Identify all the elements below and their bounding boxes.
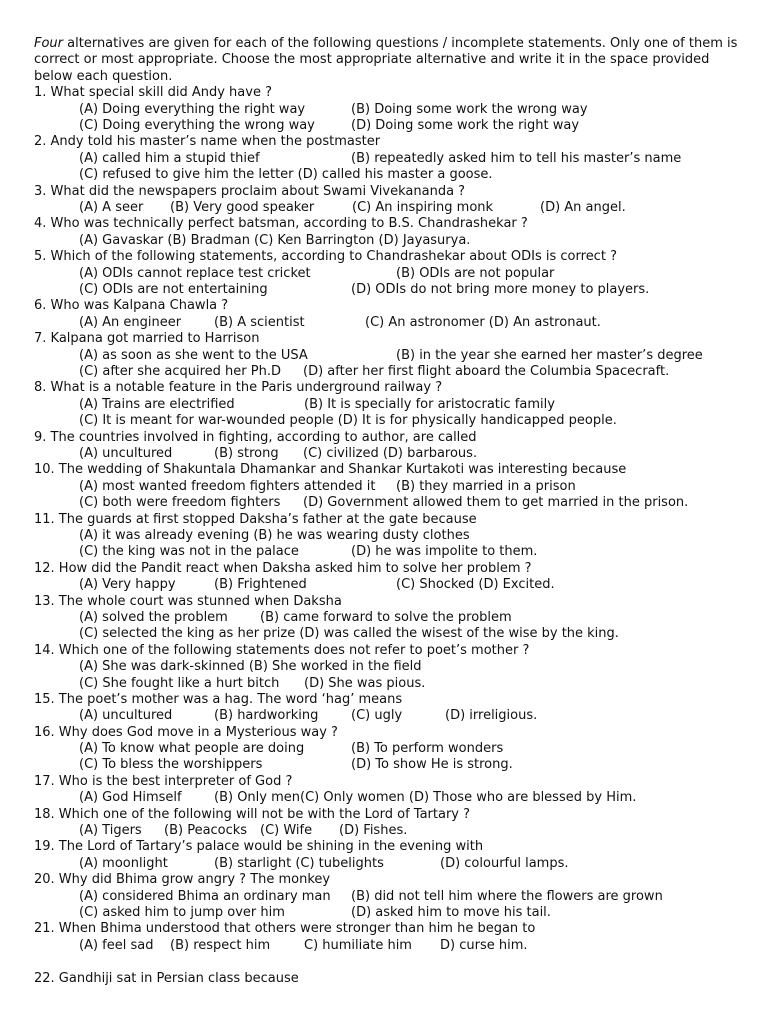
options-row: [34, 757, 742, 773]
option: (A) Doing everything the right way: [79, 101, 306, 117]
option: (C) the king was not in the palace: [79, 544, 299, 560]
option: (B) It is specially for aristocratic family: [304, 396, 555, 412]
options-row: [34, 610, 742, 626]
option: (B) in the year she earned her master’s degree: [396, 347, 703, 363]
option: (A) ODIs cannot replace test cricket: [79, 265, 311, 281]
option: (C) asked him to jump over him: [79, 905, 285, 921]
question-text: 15. The poet’s mother was a hag. The word ‘hag’ means: [34, 691, 403, 707]
options-row: [34, 577, 742, 593]
option: (B) came forward to solve the problem: [260, 609, 512, 625]
options-row: [34, 856, 742, 872]
question-text: 20. Why did Bhima grow angry ? The monkey: [34, 872, 331, 888]
question-text: 18. Which one of the following will not be with the Lord of Tartary ?: [34, 806, 471, 822]
option: C) humiliate him: [304, 937, 412, 953]
question-16: [34, 725, 742, 774]
option: (D) An angel.: [540, 200, 626, 215]
option: (A) uncultured: [79, 445, 173, 461]
question-text: 3. What did the newspapers proclaim about Swami Vivekananda ?: [34, 183, 466, 199]
options-row: [34, 413, 742, 429]
question-text: 17. Who is the best interpreter of God ?: [34, 773, 293, 789]
option: (A) as soon as she went to the USA: [79, 347, 308, 363]
option: (C) It is meant for war-wounded people (D) It is for physically handicapped people.: [79, 413, 617, 429]
options-row: [34, 167, 742, 183]
instructions-text: alternatives are given for each of the following questions / incomplete statements. Only one of them is correct or most appropriate. Choose the most appropriate alternative and write it in the space provided below each question.: [34, 36, 738, 84]
question-2: [34, 134, 742, 183]
options-row: [34, 266, 742, 282]
option: (C) refused to give him the letter (D) called his master a goose.: [79, 167, 493, 183]
options-row: [34, 200, 742, 216]
option: (C) To bless the worshippers: [79, 757, 263, 773]
option: (A) feel sad: [79, 937, 154, 953]
option: (B) Doing some work the wrong way: [351, 101, 588, 117]
options-row: [34, 348, 742, 364]
option: (C) An astronomer (D) An astronaut.: [365, 314, 601, 330]
option: (B) strong: [214, 445, 279, 461]
options-row: [34, 479, 742, 495]
options-row: [34, 889, 742, 905]
question-text: 6. Who was Kalpana Chawla ?: [34, 298, 229, 314]
question-4: [34, 216, 742, 249]
options-row: [34, 528, 742, 544]
question-text: 21. When Bhima understood that others were stronger than him he began to: [34, 921, 536, 937]
question-6: [34, 298, 742, 331]
question-text: 7. Kalpana got married to Harrison: [34, 331, 260, 347]
option: (C) An inspiring monk: [352, 200, 494, 215]
question-5: [34, 249, 742, 298]
options-row: [34, 741, 742, 757]
options-row: [34, 364, 742, 380]
option: (A) An engineer: [79, 314, 182, 330]
option: (A) uncultured: [79, 708, 173, 724]
option: (B) To perform wonders: [351, 741, 504, 757]
option: (A) Trains are electrified: [79, 396, 235, 412]
option: (B) Very good speaker: [170, 200, 315, 215]
options-row: [34, 659, 742, 675]
question-text: 4. Who was technically perfect batsman, according to B.S. Chandrashekar ?: [34, 216, 528, 232]
option: (B) hardworking: [214, 708, 319, 724]
option: (D) ODIs do not bring more money to players.: [351, 281, 650, 297]
option: (D) colourful lamps.: [440, 855, 569, 871]
options-row: [34, 397, 742, 413]
option: (D) She was pious.: [304, 675, 426, 691]
options-row: [34, 938, 742, 954]
option: (A) solved the problem: [79, 609, 228, 625]
option: (A) Gavaskar (B) Bradman (C) Ken Barrington (D) Jayasurya.: [79, 232, 471, 248]
question-13: [34, 594, 742, 643]
question-7: [34, 331, 742, 380]
question-text: 9. The countries involved in fighting, according to author, are called: [34, 429, 477, 445]
option: (A) considered Bhima an ordinary man: [79, 888, 331, 904]
option: (A) To know what people are doing: [79, 741, 305, 757]
question-20: [34, 872, 742, 921]
question-18: [34, 807, 742, 840]
question-list: [34, 85, 742, 954]
option: (A) She was dark-skinned (B) She worked in the field: [79, 659, 422, 675]
option: (A) called him a stupid thief: [79, 150, 260, 166]
options-row: [34, 544, 742, 560]
option: (B) Only men(C) Only women (D) Those who are blessed by Him.: [214, 790, 637, 806]
option: (C) Shocked (D) Excited.: [396, 577, 555, 593]
option: (D) Government allowed them to get married in the prison.: [303, 495, 689, 511]
option: (B) ODIs are not popular: [396, 265, 555, 281]
option: (A) God Himself: [79, 790, 182, 806]
option: (D) To show He is strong.: [351, 757, 513, 773]
question-1: [34, 85, 742, 134]
option: (B) A scientist: [214, 314, 305, 330]
option: (B) starlight (C) tubelights: [214, 855, 384, 871]
options-row: [34, 823, 742, 839]
question-text: 10. The wedding of Shakuntala Dhamankar and Shankar Kurtakoti was interesting because: [34, 462, 627, 478]
options-row: [34, 676, 742, 692]
question-3: [34, 184, 742, 217]
options-row: [34, 233, 742, 249]
question-text: 16. Why does God move in a Mysterious way ?: [34, 724, 338, 740]
option: (B) Frightened: [214, 577, 307, 593]
options-row: [34, 282, 742, 298]
question-17: [34, 774, 742, 807]
options-row: [34, 315, 742, 331]
question-21: [34, 921, 742, 954]
option: (A) most wanted freedom fighters attended it: [79, 478, 376, 494]
question-text: 1. What special skill did Andy have ?: [34, 85, 272, 101]
instructions: [34, 36, 742, 85]
question-text: 19. The Lord of Tartary’s palace would be shining in the evening with: [34, 839, 484, 855]
option: (B) they married in a prison: [396, 478, 576, 494]
option: (A) Tigers: [79, 823, 142, 839]
option: (B) Peacocks: [164, 823, 248, 839]
question-text: 5. Which of the following statements, according to Chandrashekar about ODIs is correct ?: [34, 249, 617, 265]
option: (D) Fishes.: [339, 823, 408, 839]
options-row: [34, 790, 742, 806]
option: (A) Very happy: [79, 577, 176, 593]
question-text: 11. The guards at first stopped Daksha’s father at the gate because: [34, 511, 477, 527]
option: (D) asked him to move his tail.: [351, 905, 551, 921]
option: (D) Doing some work the right way: [351, 118, 580, 134]
option: (A) A seer: [79, 200, 144, 215]
options-row: [34, 905, 742, 921]
option: (B) repeatedly asked him to tell his master’s name: [351, 150, 682, 166]
option: (D) after her first flight aboard the Columbia Spacecraft.: [303, 363, 670, 379]
option: (A) moonlight: [79, 855, 168, 871]
question-19: [34, 839, 742, 872]
question-22: 22. Gandhiji sat in Persian class because: [34, 970, 299, 986]
option: (B) respect him: [170, 937, 271, 953]
question-8: [34, 380, 742, 429]
instructions-lead-word: Four: [34, 36, 64, 51]
options-row: [34, 495, 742, 511]
question-paper: [34, 36, 742, 987]
question-text: 8. What is a notable feature in the Paris underground railway ?: [34, 380, 443, 396]
question-12: [34, 561, 742, 594]
options-row: [34, 102, 742, 118]
question-15: [34, 692, 742, 725]
options-row: [34, 626, 742, 642]
options-row: [34, 446, 742, 462]
question-text: 2. Andy told his master’s name when the postmaster: [34, 134, 381, 150]
option: (A) it was already evening (B) he was wearing dusty clothes: [79, 527, 470, 543]
option: (C) selected the king as her prize (D) was called the wisest of the wise by the king.: [79, 626, 619, 642]
question-text: 13. The whole court was stunned when Daksha: [34, 593, 342, 609]
option: (C) Wife: [260, 823, 313, 839]
question-11: [34, 512, 742, 561]
option: (D) he was impolite to them.: [351, 544, 538, 560]
option: (C) She fought like a hurt bitch: [79, 675, 280, 691]
option: (C) civilized (D) barbarous.: [303, 445, 478, 461]
question-9: [34, 430, 742, 463]
option: (C) ugly: [351, 708, 403, 724]
option: (C) Doing everything the wrong way: [79, 118, 315, 134]
question-text: 12. How did the Pandit react when Daksha asked him to solve her problem ?: [34, 560, 532, 576]
option: D) curse him.: [440, 937, 528, 953]
option: (C) ODIs are not entertaining: [79, 281, 268, 297]
question-text: 14. Which one of the following statements does not refer to poet’s mother ?: [34, 642, 530, 658]
option: (C) both were freedom fighters: [79, 495, 281, 511]
options-row: [34, 118, 742, 134]
option: (D) irreligious.: [445, 708, 538, 724]
option: (B) did not tell him where the flowers are grown: [351, 888, 663, 904]
options-row: [34, 151, 742, 167]
question-14: [34, 643, 742, 692]
option: (C) after she acquired her Ph.D: [79, 363, 281, 379]
question-10: [34, 462, 742, 511]
options-row: [34, 708, 742, 724]
